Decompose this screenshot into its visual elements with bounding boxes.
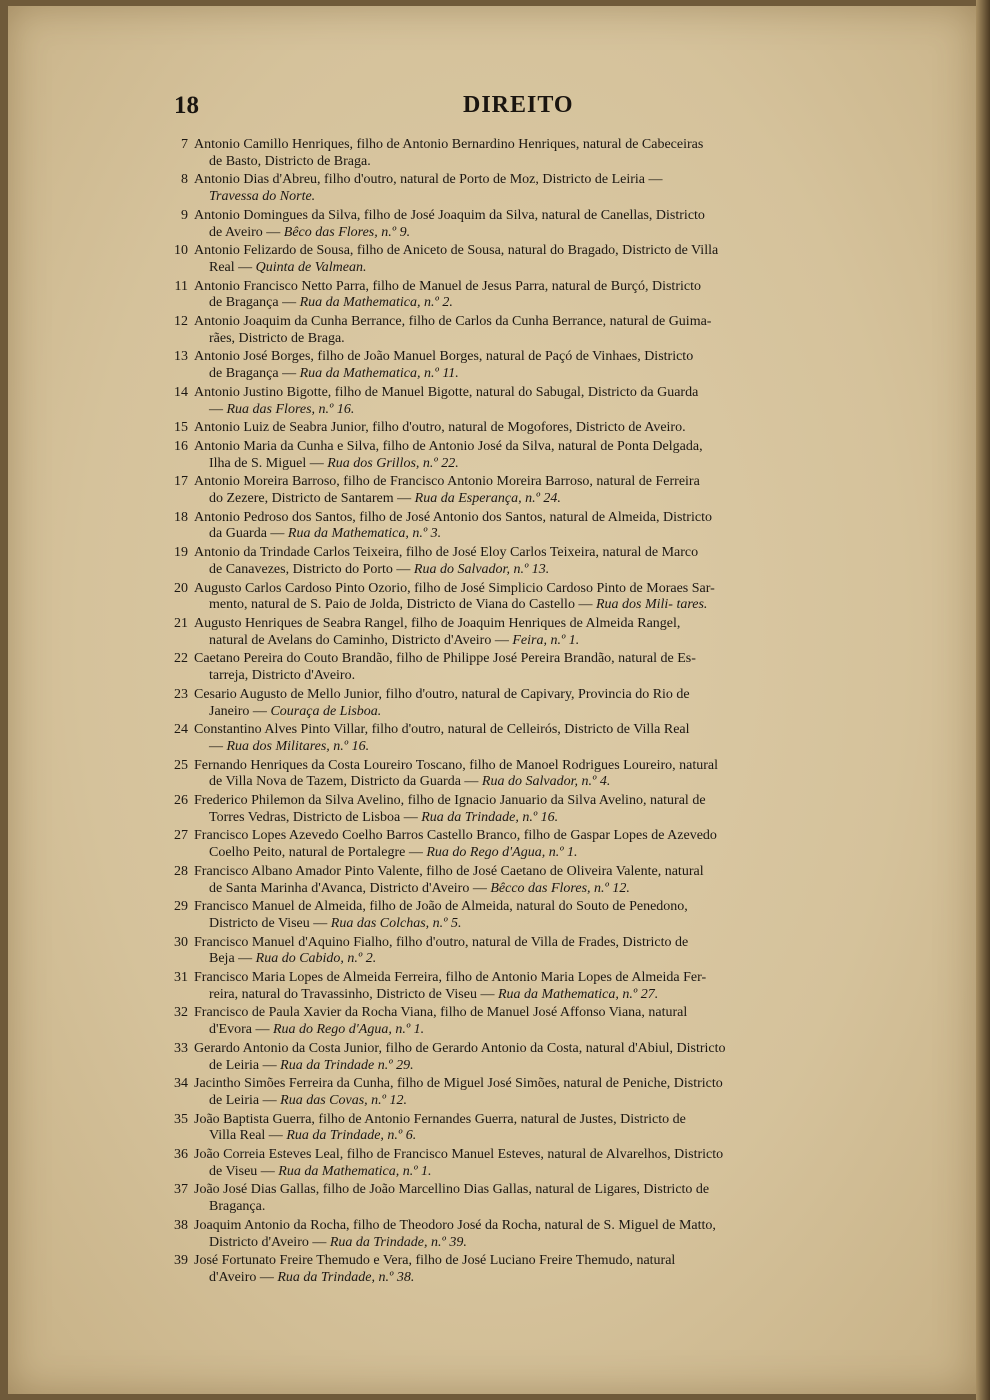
entry-line: Joaquim Antonio da Rocha, filho de Theodoro José da Rocha, natural de S. Miguel de Matto,	[194, 1217, 716, 1233]
entry-number: 9	[181, 207, 188, 223]
entry-line: Bragança.	[209, 1199, 266, 1215]
entry-line: de Santa Marinha d'Avanca, Districto d'Aveiro — Bêcco das Flores, n.º 12.	[209, 880, 630, 896]
entry-number: 34	[174, 1076, 188, 1092]
list-item	[166, 545, 866, 578]
entry-line: Beja — Rua do Cabido, n.º 2.	[209, 951, 377, 967]
entry-line: Antonio Maria da Cunha e Silva, filho de Antonio José da Silva, natural de Ponta Delgada,	[194, 438, 703, 454]
list-item	[166, 385, 866, 418]
list-item	[166, 651, 866, 684]
entry-text	[194, 1112, 686, 1145]
entry-number: 11	[174, 278, 188, 294]
entry-line: de Villa Nova de Tazem, Districto da Guarda — Rua do Salvador, n.º 4.	[209, 774, 611, 790]
list-item	[166, 864, 866, 897]
entry-text	[194, 1147, 723, 1180]
entry-line: de Leiria — Rua das Covas, n.º 12.	[209, 1092, 407, 1108]
entry-text	[194, 545, 698, 578]
entry-address: Rua do Salvador, n.º 13.	[413, 561, 550, 577]
entry-line: Jacintho Simões Ferreira da Cunha, filho de Miguel José Simões, natural de Peniche, Districto	[194, 1076, 723, 1092]
entry-text	[194, 385, 698, 418]
entry-text	[194, 1076, 723, 1109]
entry-address: Rua da Trindade, n.º 38.	[277, 1270, 415, 1285]
list-item	[166, 1182, 866, 1215]
list-item	[166, 1041, 866, 1074]
entry-line: da Guarda — Rua da Mathematica, n.º 3.	[209, 526, 442, 542]
entry-line: do Zezere, Districto de Santarem — Rua da Esperança, n.º 24.	[209, 491, 561, 507]
list-item	[166, 970, 866, 1003]
list-item	[166, 474, 866, 507]
list-item	[166, 758, 866, 791]
entry-text	[194, 793, 706, 826]
entry-line: Coelho Peito, natural de Portalegre — Rua do Rego d'Agua, n.º 1.	[209, 845, 578, 861]
entry-text	[194, 243, 718, 276]
list-item	[166, 420, 866, 437]
entry-line: de Bragança — Rua da Mathematica, n.º 11.	[209, 366, 459, 382]
document-page	[8, 6, 976, 1394]
entry-line: natural de Avelans do Caminho, Districto d'Aveiro — Feira, n.º 1.	[209, 632, 580, 648]
entry-text	[194, 137, 703, 170]
entry-line: Francisco de Paula Xavier da Rocha Viana, filho de Manuel José Affonso Viana, natural	[194, 1005, 688, 1021]
entry-number: 15	[174, 420, 188, 436]
entry-line: Antonio Felizardo de Sousa, filho de Aniceto de Sousa, natural do Bragado, Districto de Villa	[194, 243, 719, 259]
entry-number: 35	[174, 1111, 188, 1127]
entry-number: 30	[174, 934, 188, 950]
entry-text	[194, 722, 690, 755]
entry-number: 32	[174, 1005, 188, 1021]
entry-number: 14	[174, 384, 188, 400]
entry-address: Rua dos Mili- tares.	[595, 597, 708, 613]
entry-text	[194, 864, 704, 897]
entry-line: Antonio da Trindade Carlos Teixeira, filho de José Eloy Carlos Teixeira, natural de Marco	[194, 545, 699, 561]
entry-text	[194, 1253, 675, 1286]
entry-line: Gerardo Antonio da Costa Junior, filho de Gerardo Antonio da Costa, natural d'Abiul, Districto	[194, 1040, 726, 1056]
entry-address: Rua das Colchas, n.º 5.	[330, 915, 462, 931]
list-item	[166, 1005, 866, 1038]
entry-number: 13	[174, 349, 188, 365]
entry-line: de Canavezes, Districto do Porto — Rua do Salvador, n.º 13.	[209, 561, 550, 577]
entry-line: de Viseu — Rua da Mathematica, n.º 1.	[209, 1163, 432, 1179]
list-item	[166, 1076, 866, 1109]
list-item	[166, 616, 866, 649]
list-item	[166, 581, 866, 614]
list-item	[166, 1253, 866, 1286]
entry-number: 22	[174, 651, 188, 667]
entry-address: Bêco das Flores, n.º 9.	[283, 224, 411, 240]
entry-number: 8	[181, 172, 188, 188]
entry-line: João José Dias Gallas, filho de João Marcellino Dias Gallas, natural de Ligares, Districto de	[194, 1182, 710, 1198]
entry-address: Bêcco das Flores, n.º 12.	[490, 880, 630, 896]
entry-address: Couraça de Lisboa.	[270, 703, 382, 719]
entry-address: Quinta de Valmean.	[255, 259, 367, 275]
entry-address: Rua da Trindade, n.º 39.	[329, 1234, 467, 1250]
entry-number: 24	[174, 722, 188, 738]
entry-number: 25	[174, 757, 188, 773]
entry-number: 38	[174, 1217, 188, 1233]
entry-address: Rua do Cabido, n.º 2.	[255, 951, 377, 967]
entry-address: Rua da Mathematica, n.º 2.	[299, 295, 453, 311]
page-heading: DIREITO	[463, 92, 574, 118]
entry-line: Fernando Henriques da Costa Loureiro Toscano, filho de Manoel Rodrigues Loureiro, natural	[194, 757, 719, 773]
entry-number: 19	[174, 545, 188, 561]
entry-address: Rua dos Militares, n.º 16.	[226, 738, 370, 754]
entry-address: Rua da Mathematica, n.º 1.	[278, 1163, 432, 1179]
entry-text	[194, 1005, 687, 1038]
entry-text	[194, 420, 686, 437]
entry-address: Rua da Trindade, n.º 6.	[286, 1128, 417, 1144]
list-item	[166, 172, 866, 205]
list-item	[166, 349, 866, 382]
entry-line: Real — Quinta de Valmean.	[209, 259, 367, 275]
entry-line: Janeiro — Couraça de Lisboa.	[209, 703, 382, 719]
entry-line: Antonio Justino Bigotte, filho de Manuel Bigotte, natural do Sabugal, Districto da Guarda	[194, 384, 699, 400]
entry-text	[194, 828, 717, 861]
entry-address: Rua do Rego d'Agua, n.º 1.	[426, 845, 578, 861]
entry-text	[194, 581, 715, 614]
entry-line: tarreja, Districto d'Aveiro.	[209, 668, 356, 684]
entry-line: — Rua dos Militares, n.º 16.	[209, 738, 370, 754]
entry-address: Rua das Flores, n.º 16.	[226, 401, 355, 417]
entry-text	[194, 687, 690, 720]
entry-number: 16	[174, 438, 188, 454]
entry-text	[194, 899, 688, 932]
entry-line: Antonio Dias d'Abreu, filho d'outro, natural de Porto de Moz, Districto de Leiria —	[194, 172, 663, 188]
entry-address: Rua da Esperança, n.º 24.	[414, 491, 561, 507]
entry-line: Antonio Camillo Henriques, filho de Antonio Bernardino Henriques, natural de Cabeceiras	[194, 137, 704, 152]
page-edge-shadow	[976, 0, 990, 1400]
entry-line: Antonio Luiz de Seabra Junior, filho d'outro, natural de Mogofores, Districto de Aveiro.	[194, 420, 686, 436]
entry-line: Francisco Albano Amador Pinto Valente, filho de José Caetano de Oliveira Valente, natural	[194, 863, 704, 879]
entry-line: Augusto Carlos Cardoso Pinto Ozorio, filho de José Simplicio Cardoso Pinto de Moraes Sar-	[194, 580, 715, 596]
entry-number: 12	[174, 314, 188, 330]
entry-text	[194, 935, 688, 968]
entry-line	[194, 189, 663, 206]
page-header	[168, 92, 868, 126]
entry-line: Antonio Francisco Netto Parra, filho de Manuel de Jesus Parra, natural de Burçó, Districto	[194, 278, 701, 294]
entry-line: Districto de Viseu — Rua das Colchas, n.º 5.	[209, 915, 462, 931]
list-item	[166, 1218, 866, 1251]
entry-line: Villa Real — Rua da Trindade, n.º 6.	[209, 1128, 417, 1144]
list-item	[166, 439, 866, 472]
entry-line: de Aveiro — Bêco das Flores, n.º 9.	[209, 224, 411, 240]
entry-number: 39	[174, 1253, 188, 1269]
entry-address: Rua da Trindade n.º 29.	[280, 1057, 414, 1073]
entry-line: Antonio Domingues da Silva, filho de José Joaquim da Silva, natural de Canellas, Districto	[194, 207, 705, 223]
entry-text	[194, 279, 701, 312]
list-item	[166, 314, 866, 347]
entry-number: 7	[181, 137, 188, 152]
list-item	[166, 510, 866, 543]
entry-text	[194, 474, 700, 507]
entry-number: 20	[174, 580, 188, 596]
entry-number: 31	[174, 970, 188, 986]
entry-line: Cesario Augusto de Mello Junior, filho d'outro, natural de Capivary, Provincia do Rio de	[194, 686, 690, 702]
entry-text	[194, 510, 712, 543]
entry-text	[194, 1182, 709, 1215]
list-item	[166, 279, 866, 312]
list-item	[166, 243, 866, 276]
entry-number: 37	[174, 1182, 188, 1198]
entry-number: 36	[174, 1147, 188, 1163]
entry-text	[194, 208, 705, 241]
entry-address: Rua da Mathematica, n.º 11.	[299, 366, 459, 382]
entry-text	[194, 970, 706, 1003]
entry-text	[194, 758, 718, 791]
entry-line: Constantino Alves Pinto Villar, filho d'outro, natural de Celleirós, Districto de Villa Real	[194, 722, 690, 738]
entry-address: Rua do Salvador, n.º 4.	[481, 774, 611, 790]
entry-address: Feira, n.º 1.	[512, 632, 580, 648]
entry-address: Travessa do Norte.	[209, 189, 316, 205]
entry-number: 27	[174, 828, 188, 844]
entry-line: Ilha de S. Miguel — Rua dos Grillos, n.º 22.	[209, 455, 459, 471]
entry-line: Antonio Moreira Barroso, filho de Francisco Antonio Moreira Barroso, natural de Ferreira	[194, 474, 700, 490]
list-item	[166, 722, 866, 755]
entry-line: Francisco Maria Lopes de Almeida Ferreira, filho de Antonio Maria Lopes de Almeida Fer-	[194, 970, 707, 986]
entry-list	[166, 137, 866, 1289]
entry-line: de Bragança — Rua da Mathematica, n.º 2.	[209, 295, 453, 311]
entry-number: 17	[174, 474, 188, 490]
entry-line: reira, natural do Travassinho, Districto de Viseu — Rua da Mathematica, n.º 27.	[209, 986, 659, 1002]
entry-text	[194, 1041, 726, 1074]
entry-text	[194, 314, 711, 347]
entry-line: — Rua das Flores, n.º 16.	[209, 401, 355, 417]
page-number: 18	[174, 92, 199, 119]
entry-line: Francisco Manuel d'Aquino Fialho, filho d'outro, natural de Villa de Frades, Districto de	[194, 934, 689, 950]
entry-number: 23	[174, 686, 188, 702]
entry-line: Frederico Philemon da Silva Avelino, filho de Ignacio Januario da Silva Avelino, natural de	[194, 793, 706, 809]
entry-line: José Fortunato Freire Themudo e Vera, filho de José Luciano Freire Themudo, natural	[194, 1253, 676, 1269]
entry-address: Rua do Rego d'Agua, n.º 1.	[272, 1022, 425, 1038]
entry-number: 28	[174, 863, 188, 879]
entry-number: 18	[174, 509, 188, 525]
entry-text	[194, 616, 680, 649]
entry-text	[194, 651, 696, 684]
list-item	[166, 1112, 866, 1145]
entry-number: 33	[174, 1040, 188, 1056]
entry-number: 21	[174, 615, 188, 631]
entry-address: Rua da Trindade, n.º 16.	[421, 809, 559, 825]
entry-line: Francisco Lopes Azevedo Coelho Barros Castello Branco, filho de Gaspar Lopes de Azevedo	[194, 828, 717, 844]
entry-line: d'Evora — Rua do Rego d'Agua, n.º 1.	[209, 1022, 425, 1038]
list-item	[166, 793, 866, 826]
list-item	[166, 899, 866, 932]
entry-number: 10	[174, 243, 188, 259]
list-item	[166, 208, 866, 241]
entry-address: Rua dos Grillos, n.º 22.	[327, 455, 459, 471]
list-item	[166, 828, 866, 861]
entry-address: Rua da Mathematica, n.º 27.	[497, 986, 659, 1002]
entry-line: Torres Vedras, Districto de Lisboa — Rua da Trindade, n.º 16.	[209, 809, 559, 825]
entry-number: 29	[174, 899, 188, 915]
entry-text	[194, 172, 663, 205]
list-item	[166, 935, 866, 968]
entry-line: João Correia Esteves Leal, filho de Francisco Manuel Esteves, natural de Alvarelhos, Districto	[194, 1147, 724, 1163]
entry-text	[194, 439, 703, 472]
entry-address: Rua da Mathematica, n.º 3.	[287, 526, 442, 542]
entry-line: Antonio Joaquim da Cunha Berrance, filho de Carlos da Cunha Berrance, natural de Guima-	[194, 314, 712, 330]
entry-number: 26	[174, 793, 188, 809]
list-item	[166, 137, 866, 170]
entry-line: de Basto, Districto de Braga.	[209, 153, 371, 169]
entry-line: Antonio Pedroso dos Santos, filho de José Antonio dos Santos, natural de Almeida, Districto	[194, 509, 712, 525]
entry-line: Augusto Henriques de Seabra Rangel, filho de Joaquim Henriques de Almeida Rangel,	[194, 615, 681, 631]
entry-line: Districto d'Aveiro — Rua da Trindade, n.º 39.	[209, 1234, 467, 1250]
entry-line: de Leiria — Rua da Trindade n.º 29.	[209, 1057, 414, 1073]
entry-address: Rua das Covas, n.º 12.	[280, 1092, 407, 1108]
entry-line: Francisco Manuel de Almeida, filho de João de Almeida, natural do Souto de Penedono,	[194, 899, 688, 915]
entry-line: Caetano Pereira do Couto Brandão, filho de Philippe José Pereira Brandão, natural de Es-	[194, 651, 696, 667]
entry-text	[194, 1218, 716, 1251]
entry-line: João Baptista Guerra, filho de Antonio Fernandes Guerra, natural de Justes, Districto de	[194, 1111, 686, 1127]
entry-line: Antonio José Borges, filho de João Manuel Borges, natural de Paçó de Vinhaes, Districto	[194, 349, 694, 365]
entry-text	[194, 349, 693, 382]
entry-line: rães, Districto de Braga.	[209, 330, 345, 346]
list-item	[166, 687, 866, 720]
entry-line: d'Aveiro — Rua da Trindade, n.º 38.	[209, 1270, 415, 1285]
entry-line: mento, natural de S. Paio de Jolda, Districto de Viana do Castello — Rua dos Mili- tares.	[209, 597, 708, 613]
list-item	[166, 1147, 866, 1180]
